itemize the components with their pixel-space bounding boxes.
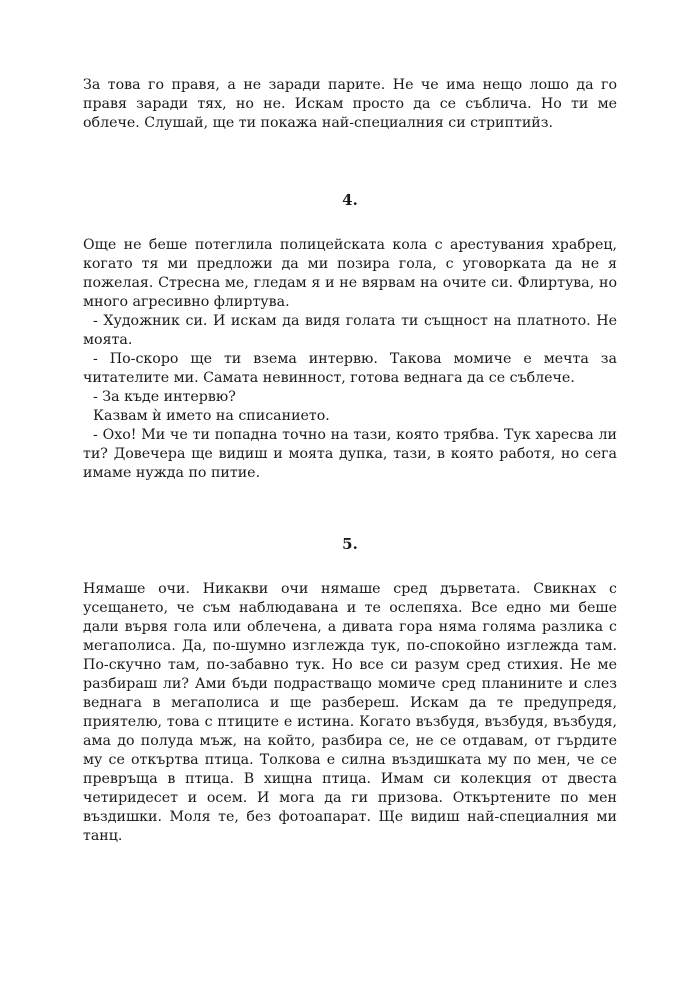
chapter-4-paragraph: Още не беше потеглила полицейската кола с арестувания храбрец, когато тя ми предложи да ми позира гола, с уговорката да не я пожелая. Стресна ме, гледам я и не вярвам на очите си. Флиртува, но много агресивно флиртува. [83,237,617,310]
dialog-line: - За къде интервю? [93,389,236,405]
dialog-line: - Охо! Ми че ти попадна точно на тази, която трябва. Тук харесва ли ти? Довечера ще видиш и моята дупка, тази, в която работя, но сега имаме нужда по питие. [83,427,617,481]
chapter-4-heading: 4. [342,191,358,209]
chapter-5-paragraph: Нямаше очи. Никакви очи нямаше сред дърветата. Свикнах с усещането, че съм наблюдавана и те ослепяха. Все едно ми беше дали вървя гола или облечена, а дивата гора няма голяма разлика с мегаполиса. Да, по-шумно изглежда тук, по-спокойно изглежда там. По-скучно там, по-забавно тук. Но все си разум сред стихия. Не ме разбираш ли? Ами бъди подрастващо момиче сред планините и слез веднага в мегаполиса и ще разбереш. Искам да те предупредя, приятелю, това с птиците е истина. Когато възбудя, възбудя, възбудя, ама до полуда мъж, на който, разбира се, не се отдавам, от гърдите му се откъртва птица. Толкова е силна въздишката му по мен, че се превръща в птица. В хищна птица. Имам си колекция от двеста четиридесет и осем. И мога да ги призова. Откъртените по мен въздишки. Моля те, без фотоапарат. Ще видиш най-специалния ми танц. [83,581,617,844]
intro-paragraph: За това го правя, а не заради парите. Не че има нещо лошо да го правя заради тях, но не. Искам просто да се съблича. Но ти ме облече. Слушай, ще ти покажа най-специалния си стриптийз. [83,77,617,131]
dialog-line: - Художник си. И искам да видя голата ти същност на платното. Не моята. [83,313,617,348]
document-page [83,76,617,846]
chapter-5-heading: 5. [342,535,358,553]
dialog-line: - По-скоро ще ти взема интервю. Такова момиче е мечта за читателите ми. Самата невинност, готова веднага да се съблече. [83,351,617,386]
narration-line: Казвам ѝ името на списанието. [93,408,330,424]
